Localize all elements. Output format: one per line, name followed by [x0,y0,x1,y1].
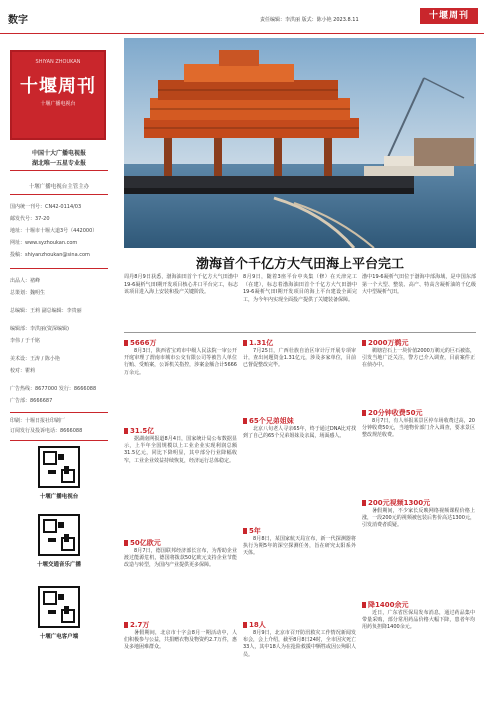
news-body: 8月3日，陕西省宝鸡市中级人民法院一审公开开庭审理了渭南市城市公交有限公司等被告人单位行贿、受贿案，公诉机关指控，涉案金额合计5666万余元。 [124,348,237,376]
news-figure-tag: 65个兄弟姐妹 [243,416,356,426]
masthead-title: 十堰周刊 [20,76,96,97]
slogan-2: 湖北唯一五星专业报 [31,160,86,167]
qr-label: 十堰广播电视台 [39,494,79,500]
staff-line: 李伟 / 于千铭 [10,338,40,344]
staff-line: 出品人：褚峰 [10,278,41,284]
news-body: 北京八旬老人寻亲65年，终于通过DNA比对找到了自己的65个兄弟姐妹及亲属，场面感人。 [243,426,356,440]
print-line: 印刷：十堰日报社印刷厂 [10,418,66,424]
news-column-1 [124,338,237,698]
news-item [362,408,475,440]
qr-code-radio[interactable] [38,514,80,556]
section-title: 数字 [8,15,28,26]
info-line: 投稿：shiyanzhoukan@sina.com [10,252,90,258]
divider [10,170,108,171]
news-item [243,526,356,558]
masthead-english: SHIYAN ZHOUKAN [35,59,81,65]
staff-line: 校对：瞿莉 [10,368,36,374]
info-line: 国内统一刊号：CN42-0114/03 [10,204,82,210]
news-body: 7月25日，广西壮族自治区审计厅开展专项审计，查出问题资金1.31亿元，涉及多家单位，目前已督促整改完毕。 [243,348,356,369]
lead-paragraph: 周丹8月9日获悉，渤海油田首个千亿方大气田渤中19-6凝析气田Ⅰ期开发项目核心井口平台完工，标志该项目进入海上安装和投产关键阶段。 [124,274,238,295]
news-figure-tag: 5666万 [124,338,237,348]
lead-paragraph: 渤中19-6凝析气田位于渤海中部海域，是中国东部第一个大型、整装、高产、特高含凝析油的千亿级大中型凝析气田。 [362,274,476,295]
news-figure-tag: 20分钟收费50元 [362,408,475,418]
qr-label: 十堰交通音乐广播 [36,562,81,568]
news-item [243,416,356,440]
header-logo: 十堰周刊 [420,8,478,24]
news-item [362,498,475,530]
info-line: 网址：www.syzhoukan.com [10,240,78,246]
staff-line: 总策划：魏明生 [10,290,46,296]
divider [124,332,476,333]
org-line: 十堰广播电视台主管主办 [28,184,90,190]
qr-code-tv[interactable] [38,446,80,488]
news-figure-tag: 2.7万 [124,620,237,630]
contact-line: 广告部：8666687 [10,398,53,404]
staff-line: 总编辑：王莉 副总编辑：李贵丽 [10,308,82,314]
masthead [10,50,106,140]
lead-paragraph: 8月9日，随着3座平台中央集（修）在天津完工（在建），标志着渤海油田首个千亿方大气田渤中19-6凝析气田Ⅰ期开发项目的海上平台建设全面完工，为今年内实现全面投产提供了关键装备保障。 [243,274,357,303]
staff-line: 美术设：王涛 / 陈小艳 [10,356,60,362]
news-body: 据湖南网报道8月4日，国家统计局公布数据显示，上半年全国规模以上工业企业实现利润总额31.5亿元，同比下降明显，其中部分行业降幅收窄，工业企业效益持续恢复，经济运行总体稳定。 [124,436,237,464]
news-body: 8月8日，某国家航天局宣布，新一代探测器将执行为期5年的深空探测任务，旨在研究太阳系外天体。 [243,536,356,557]
print-line: 订阅发行及投诉电话：8666088 [10,428,83,434]
news-figure-tag: 5年 [243,526,356,536]
news-figure-tag: 200元视频1300元 [362,498,475,508]
main-headline: 渤海首个千亿方大气田海上平台完工 [195,257,404,272]
page-header [0,0,484,34]
news-figure-tag: 2000万鹈元 [362,338,475,348]
news-item [362,338,475,370]
offshore-platform-photo [124,38,476,248]
news-figure-tag: 1.31亿 [243,338,356,348]
news-figure-tag: 降1400余元 [362,600,475,610]
news-figure-tag: 18人 [243,620,356,630]
qr-label: 十堰广电客户端 [39,634,79,640]
news-body: 鹈塘岩石上一块价值2000万鹈元的巨石被盗，引发当地广泛关注，警方已介入调查，目前案件正在侦办中。 [362,348,475,369]
news-item [243,338,356,370]
news-body: 暑假期间，北京市十字会8月一期活动中，人们积极参与公益，共捐赠衣物及物资约2.7万件，惠及多地困难群众。 [124,630,237,651]
news-body: 8月7日，德国联邦经济部长宣布，为帮助企业渡过能源危机，德国将拨款50亿欧元支持企业节能改造与转型，为国内产业提供更多保障。 [124,548,237,569]
news-item [124,338,237,377]
news-body: 近日，广东省医保局发布消息，通过药品集中带量采购，部分常用药品价格大幅下降，患者年均用药负担降1400余元。 [362,610,475,631]
divider [10,412,108,413]
news-item [124,426,237,465]
news-item [243,620,356,659]
news-item [362,600,475,632]
news-figure-tag: 50亿欧元 [124,538,237,548]
news-column-2 [243,338,356,698]
news-figure-tag: 31.5亿 [124,426,237,436]
masthead-sub: 十堰广播电视台 [40,101,76,107]
news-item [124,620,237,652]
contact-line: 广告热线：8677000 发行：8666088 [10,386,97,392]
news-body: 暑假期间，不少家长反映网络视频课程价格上涨，一段200元的视频被包装后售价高达1300元，引发消费者质疑。 [362,508,475,529]
divider [10,194,108,195]
qr-code-app[interactable] [38,586,80,628]
news-body: 8月7日，有人举报某景区停车场收费过高，20分钟收费50元，当地物价部门介入调查，要求景区整改规范收费。 [362,418,475,439]
slogan-1: 中国十大广播电视报 [31,150,86,157]
news-column-3 [362,338,475,698]
sidebar [0,38,118,703]
info-line: 地址：十堰市十堰大道3号（442000） [10,228,98,234]
news-body: 8月9日，北京市召开防汛救灾工作情况新闻发布会，会上介绍，截至8月8日24时，全市因灾死亡33人，其中18人为在抢险救援中牺牲或因公殉职人员。 [243,630,356,658]
info-line: 邮发代号：37-20 [10,216,50,222]
staff-line: 编辑部：李洪丽(资深编辑) [10,326,69,332]
divider [10,440,108,441]
divider [10,268,108,269]
platform-illustration [124,38,476,248]
editor-meta: 责任编辑：李洪丽 版式：陈小艳 2023.8.11 [260,17,359,23]
news-item [124,538,237,570]
